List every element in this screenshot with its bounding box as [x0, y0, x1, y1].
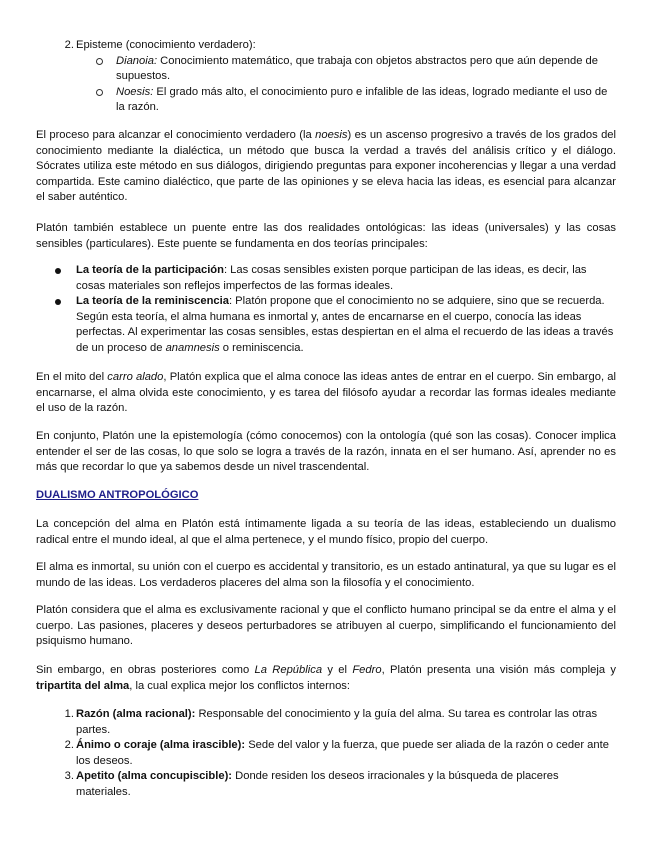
text-run: , la cual explica mejor los conflictos internos: — [129, 679, 351, 692]
text-run: El proceso para alcanzar el conocimiento verdadero (la — [36, 129, 316, 141]
theory-text: : Platón propone que el conocimiento no se adquiere, sino que se recuerda. Según esta teoría, el alma humana es inmortal y, antes de encarnarse en el cuerpo, conocía las ideas perfectas. Al experimentar las cosas sensibles, estas despiertan en el alma el recuerdo de las ideas a través de un proceso de — [76, 295, 614, 354]
bold-term: tripartita del alma — [36, 679, 130, 692]
text-run: En el mito del — [36, 371, 108, 383]
paragraph-inmortal: El alma es inmortal, su unión con el cuerpo es accidental y transitorio, es un estado antinatural, ya que su lugar es el mundo de las ideas. Los verdaderos placeres del alma son la filosofía y el conocimiento. — [36, 561, 616, 589]
italic-term: anamnesis — [165, 341, 220, 354]
paragraph-dialectica — [36, 128, 616, 206]
italic-term: noesis — [315, 129, 348, 141]
italic-title: La República — [254, 664, 323, 676]
soul-part-text: Donde residen los deseos irracionales y la búsqueda de placeres materiales. — [76, 770, 559, 798]
circle-bullet-icon — [96, 58, 103, 65]
theory-text: o reminiscencia. — [219, 341, 304, 354]
soul-part-text: Sede del valor y la fuerza, que puede ser aliada de la razón o ceder ante los deseos. — [76, 739, 609, 767]
theory-title: La teoría de la reminiscencia — [76, 295, 229, 307]
list-item-reminiscencia — [36, 294, 616, 356]
sub-item-dianoia — [36, 54, 616, 85]
term-dianoia: Dianoia: — [116, 54, 158, 67]
list-number: 2. — [64, 39, 74, 51]
theories-list — [36, 263, 616, 356]
sub-item-noesis — [36, 85, 616, 116]
list-number: 2. — [64, 739, 74, 751]
list-item-animo — [36, 738, 616, 769]
theory-title: La teoría de la participación — [76, 264, 224, 276]
list-item-razon — [36, 707, 616, 738]
list-item-text: Episteme (conocimiento verdadero): — [76, 39, 256, 51]
text-run: , Platón presenta una visión más compleja y — [381, 664, 616, 676]
list-number: 3. — [64, 770, 74, 782]
text-run: Sin embargo, en obras posteriores como — [36, 664, 255, 676]
text-run: y el — [322, 664, 353, 676]
soul-part-title: Apetito (alma concupiscible): — [76, 770, 233, 782]
paragraph-puente: Platón también establece un puente entre las dos realidades ontológicas: las ideas (universales) y las cosas sensibles (particulares). Este puente se fundamenta en dos teorías principales: — [36, 222, 616, 250]
soul-parts-list — [36, 707, 616, 800]
italic-term: carro alado — [107, 371, 164, 383]
paragraph-concepcion: La concepción del alma en Platón está íntimamente ligada a su teoría de las ideas, estableciendo un dualismo radical entre el mundo ideal, al que el alma pertenece, y el mundo físico, propio del cuerpo. — [36, 518, 616, 546]
paragraph-tripartita — [36, 663, 616, 694]
list-item-participacion — [36, 263, 616, 294]
section-heading: DUALISMO ANTROPOLÓGICO — [36, 489, 199, 501]
term-noesis: Noesis: — [116, 85, 154, 98]
soul-part-title: Razón (alma racional): — [76, 708, 196, 720]
paragraph-carro-alado — [36, 370, 616, 417]
text-run: , Platón explica que el alma conoce las ideas antes de entrar en el cuerpo. Sin embargo, al encarnarse, el alma olvida este conocimiento, y es tarea del filósofo ayudar a recordar las formas ideales mediante el uso de la razón. — [36, 371, 616, 414]
list-number: 1. — [64, 708, 74, 720]
noesis-text: El grado más alto, el conocimiento puro e infalible de las ideas, logrado mediante el uso de la razón. — [116, 85, 608, 113]
dianoia-text: Conocimiento matemático, que trabaja con objetos abstractos pero que aún depende de supuestos. — [116, 54, 598, 82]
italic-title: Fedro — [352, 664, 382, 676]
circle-bullet-icon — [96, 89, 103, 96]
list-item-apetito — [36, 769, 616, 800]
episteme-list — [36, 38, 616, 116]
paragraph-conjunto: En conjunto, Platón une la epistemología (cómo conocemos) con la ontología (qué son las cosas). Conocer implica entender el ser de las cosas, lo que solo se logra a través de la razón, innata en el ser humano. Así, aprender no es más que recordar lo que ya sabemos desde un nivel trascendental. — [36, 430, 616, 473]
soul-part-title: Ánimo o coraje (alma irascible): — [76, 739, 246, 751]
paragraph-racional: Platón considera que el alma es exclusivamente racional y que el conflicto humano principal se da entre el alma y el cuerpo. Las pasiones, placeres y deseos perturbadores se atribuyen al cuerpo, simplificando el funcionamiento del psiquismo humano. — [36, 604, 616, 647]
soul-part-text: Responsable del conocimiento y la guía del alma. Su tarea es controlar las otras partes. — [76, 708, 598, 736]
bullet-icon — [55, 268, 61, 274]
theory-text: : Las cosas sensibles existen porque participan de las ideas, es decir, las cosas materiales son reflejos imperfectos de las formas ideales. — [76, 264, 587, 292]
list-item-episteme — [36, 38, 616, 54]
bullet-icon — [55, 299, 61, 305]
text-run: ) es un ascenso progresivo a través de los grados del conocimiento mediante la dialéctica, un método que busca la verdad a través del análisis crítico y el diálogo. Sócrates utiliza este método en sus diálogos, dirigiendo preguntas para exponer incoherencias y llegar a una verdad compartida. Este camino dialéctico, que parte de las opiniones y se eleva hacia las ideas, es esencial para alcanzar el saber auténtico. — [36, 129, 616, 203]
